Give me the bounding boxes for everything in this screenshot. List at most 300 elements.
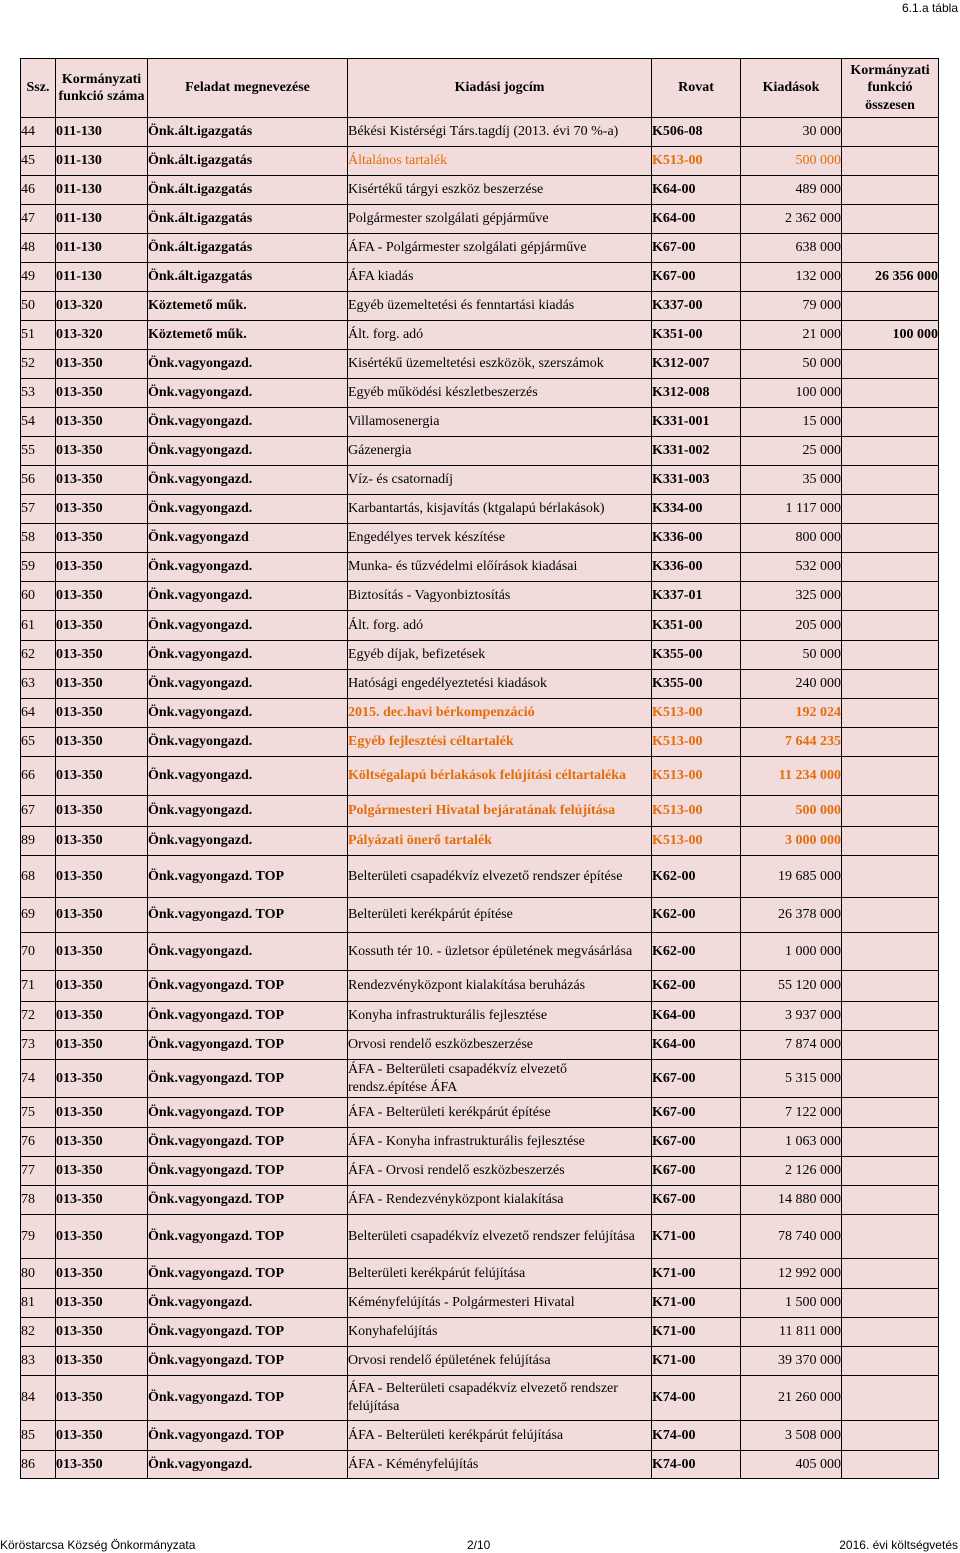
table-row <box>21 728 939 757</box>
cell-funkcio-szama: 013-350 <box>56 1421 148 1451</box>
cell-kiadasok: 35 000 <box>741 466 842 495</box>
cell-ssz: 86 <box>21 1451 56 1479</box>
cell-funkcio-szama: 013-350 <box>56 1060 148 1098</box>
cell-rovat: K74-00 <box>652 1376 741 1421</box>
cell-funkcio-szama: 013-350 <box>56 971 148 1002</box>
cell-rovat: K71-00 <box>652 1347 741 1376</box>
cell-kiadasok: 325 000 <box>741 582 842 611</box>
cell-ssz: 60 <box>21 582 56 611</box>
table-row <box>21 1031 939 1060</box>
cell-funkcio-osszesen <box>842 827 939 856</box>
table-row <box>21 1289 939 1318</box>
cell-kiadasok: 192 024 <box>741 699 842 728</box>
cell-rovat: K513-00 <box>652 757 741 796</box>
cell-ssz: 63 <box>21 670 56 699</box>
cell-kiadasok: 3 937 000 <box>741 1002 842 1031</box>
cell-funkcio-szama: 011-130 <box>56 263 148 292</box>
cell-funkcio-osszesen <box>842 1259 939 1289</box>
table-row <box>21 796 939 827</box>
cell-funkcio-osszesen <box>842 1060 939 1098</box>
cell-ssz: 71 <box>21 971 56 1002</box>
cell-kiadasok: 2 126 000 <box>741 1157 842 1186</box>
cell-funkcio-osszesen <box>842 524 939 553</box>
cell-funkcio-szama: 013-350 <box>56 1376 148 1421</box>
cell-funkcio-szama: 013-350 <box>56 827 148 856</box>
cell-kiadasi-jogcim: Egyéb működési készletbeszerzés <box>348 379 652 408</box>
table-row <box>21 611 939 641</box>
cell-ssz: 76 <box>21 1128 56 1157</box>
cell-kiadasi-jogcim: Belterületi kerékpárút felújítása <box>348 1259 652 1289</box>
cell-feladat-megnevezese: Önk.vagyongazd. TOP <box>148 971 348 1002</box>
cell-feladat-megnevezese: Önk.vagyongazd. <box>148 437 348 466</box>
cell-ssz: 85 <box>21 1421 56 1451</box>
cell-kiadasok: 25 000 <box>741 437 842 466</box>
cell-funkcio-szama: 013-350 <box>56 670 148 699</box>
cell-rovat: K74-00 <box>652 1421 741 1451</box>
cell-kiadasok: 7 644 235 <box>741 728 842 757</box>
cell-ssz: 55 <box>21 437 56 466</box>
cell-kiadasok: 3 000 000 <box>741 827 842 856</box>
cell-funkcio-osszesen <box>842 641 939 670</box>
cell-funkcio-osszesen <box>842 1215 939 1259</box>
cell-funkcio-szama: 013-350 <box>56 1451 148 1479</box>
table-row <box>21 827 939 856</box>
table-row <box>21 176 939 205</box>
table-row <box>21 379 939 408</box>
cell-ssz: 72 <box>21 1002 56 1031</box>
table-row <box>21 524 939 553</box>
cell-funkcio-osszesen <box>842 898 939 933</box>
cell-feladat-megnevezese: Önk.vagyongazd. TOP <box>148 1128 348 1157</box>
cell-kiadasok: 1 063 000 <box>741 1128 842 1157</box>
cell-kiadasok: 489 000 <box>741 176 842 205</box>
cell-kiadasi-jogcim: Víz- és csatornadíj <box>348 466 652 495</box>
cell-rovat: K67-00 <box>652 1060 741 1098</box>
cell-feladat-megnevezese: Önk.vagyongazd. <box>148 796 348 827</box>
cell-rovat: K67-00 <box>652 1128 741 1157</box>
cell-funkcio-szama: 013-320 <box>56 321 148 350</box>
cell-kiadasok: 79 000 <box>741 292 842 321</box>
cell-funkcio-szama: 013-350 <box>56 582 148 611</box>
cell-funkcio-szama: 013-350 <box>56 898 148 933</box>
cell-funkcio-osszesen <box>842 1031 939 1060</box>
cell-funkcio-szama: 013-350 <box>56 1215 148 1259</box>
cell-funkcio-szama: 013-350 <box>56 796 148 827</box>
cell-kiadasi-jogcim: Konyha infrastrukturális fejlesztése <box>348 1002 652 1031</box>
table-row <box>21 1347 939 1376</box>
cell-funkcio-szama: 013-350 <box>56 437 148 466</box>
cell-kiadasok: 11 234 000 <box>741 757 842 796</box>
cell-funkcio-osszesen: 26 356 000 <box>842 263 939 292</box>
cell-ssz: 78 <box>21 1186 56 1215</box>
cell-rovat: K351-00 <box>652 321 741 350</box>
cell-funkcio-szama: 013-350 <box>56 553 148 582</box>
cell-funkcio-osszesen <box>842 379 939 408</box>
table-row <box>21 757 939 796</box>
cell-rovat: K64-00 <box>652 1031 741 1060</box>
cell-feladat-megnevezese: Önk.vagyongazd. <box>148 757 348 796</box>
cell-funkcio-osszesen: 100 000 <box>842 321 939 350</box>
table-row <box>21 1128 939 1157</box>
cell-feladat-megnevezese: Önk.vagyongazd. <box>148 827 348 856</box>
table-row <box>21 1376 939 1421</box>
cell-funkcio-szama: 011-130 <box>56 147 148 176</box>
cell-funkcio-szama: 013-350 <box>56 1128 148 1157</box>
cell-funkcio-szama: 013-350 <box>56 757 148 796</box>
table-row <box>21 553 939 582</box>
cell-feladat-megnevezese: Önk.vagyongazd. <box>148 611 348 641</box>
cell-rovat: K513-00 <box>652 699 741 728</box>
cell-funkcio-osszesen <box>842 728 939 757</box>
cell-rovat: K337-01 <box>652 582 741 611</box>
cell-funkcio-osszesen <box>842 1098 939 1128</box>
cell-rovat: K513-00 <box>652 827 741 856</box>
cell-kiadasok: 55 120 000 <box>741 971 842 1002</box>
cell-ssz: 44 <box>21 118 56 147</box>
cell-feladat-megnevezese: Önk.ált.igazgatás <box>148 176 348 205</box>
cell-ssz: 50 <box>21 292 56 321</box>
cell-feladat-megnevezese: Önk.vagyongazd. <box>148 379 348 408</box>
cell-kiadasok: 15 000 <box>741 408 842 437</box>
cell-rovat: K331-003 <box>652 466 741 495</box>
cell-funkcio-szama: 013-350 <box>56 350 148 379</box>
cell-feladat-megnevezese: Önk.vagyongazd. TOP <box>148 1060 348 1098</box>
cell-ssz: 46 <box>21 176 56 205</box>
cell-funkcio-osszesen <box>842 1289 939 1318</box>
cell-kiadasi-jogcim: Polgármesteri Hivatal bejáratának felújítása <box>348 796 652 827</box>
cell-rovat: K351-00 <box>652 611 741 641</box>
cell-rovat: K513-00 <box>652 147 741 176</box>
cell-rovat: K71-00 <box>652 1259 741 1289</box>
cell-kiadasi-jogcim: Egyéb díjak, befizetések <box>348 641 652 670</box>
cell-ssz: 64 <box>21 699 56 728</box>
cell-funkcio-osszesen <box>842 611 939 641</box>
cell-funkcio-osszesen <box>842 495 939 524</box>
cell-funkcio-szama: 013-350 <box>56 856 148 898</box>
cell-rovat: K506-08 <box>652 118 741 147</box>
cell-kiadasok: 78 740 000 <box>741 1215 842 1259</box>
cell-ssz: 54 <box>21 408 56 437</box>
cell-ssz: 61 <box>21 611 56 641</box>
cell-ssz: 48 <box>21 234 56 263</box>
cell-feladat-megnevezese: Önk.vagyongazd. TOP <box>148 1421 348 1451</box>
footer-document-title: 2016. évi költségvetés <box>839 1538 958 1552</box>
table-row <box>21 582 939 611</box>
cell-feladat-megnevezese: Önk.vagyongazd. <box>148 408 348 437</box>
cell-ssz: 74 <box>21 1060 56 1098</box>
cell-funkcio-szama: 013-350 <box>56 641 148 670</box>
cell-feladat-megnevezese: Önk.ált.igazgatás <box>148 147 348 176</box>
cell-rovat: K71-00 <box>652 1215 741 1259</box>
cell-funkcio-osszesen <box>842 1318 939 1347</box>
cell-kiadasi-jogcim: Általános tartalék <box>348 147 652 176</box>
table-row <box>21 495 939 524</box>
cell-kiadasok: 11 811 000 <box>741 1318 842 1347</box>
cell-rovat: K67-00 <box>652 263 741 292</box>
cell-feladat-megnevezese: Önk.vagyongazd. TOP <box>148 898 348 933</box>
table-row <box>21 641 939 670</box>
cell-kiadasok: 2 362 000 <box>741 205 842 234</box>
cell-kiadasok: 800 000 <box>741 524 842 553</box>
table-row <box>21 234 939 263</box>
cell-funkcio-osszesen <box>842 1451 939 1479</box>
cell-ssz: 67 <box>21 796 56 827</box>
cell-ssz: 68 <box>21 856 56 898</box>
table-row <box>21 670 939 699</box>
footer-page-number: 2/10 <box>467 1538 491 1552</box>
cell-ssz: 75 <box>21 1098 56 1128</box>
header-ssz: Ssz. <box>21 59 56 118</box>
cell-funkcio-osszesen <box>842 176 939 205</box>
cell-ssz: 69 <box>21 898 56 933</box>
cell-feladat-megnevezese: Önk.vagyongazd. TOP <box>148 856 348 898</box>
cell-funkcio-osszesen <box>842 350 939 379</box>
cell-funkcio-osszesen <box>842 234 939 263</box>
table-row <box>21 1002 939 1031</box>
table-row <box>21 321 939 350</box>
cell-ssz: 53 <box>21 379 56 408</box>
cell-kiadasi-jogcim: Rendezvényközpont kialakítása beruházás <box>348 971 652 1002</box>
cell-ssz: 82 <box>21 1318 56 1347</box>
cell-feladat-megnevezese: Önk.vagyongazd. <box>148 670 348 699</box>
table-row <box>21 898 939 933</box>
table-row <box>21 263 939 292</box>
cell-ssz: 65 <box>21 728 56 757</box>
table-row <box>21 466 939 495</box>
cell-kiadasi-jogcim: Pályázati önerő tartalék <box>348 827 652 856</box>
cell-funkcio-osszesen <box>842 466 939 495</box>
cell-funkcio-osszesen <box>842 856 939 898</box>
cell-kiadasi-jogcim: ÁFA - Belterületi kerékpárút építése <box>348 1098 652 1128</box>
cell-kiadasok: 500 000 <box>741 147 842 176</box>
cell-ssz: 62 <box>21 641 56 670</box>
cell-funkcio-szama: 011-130 <box>56 118 148 147</box>
cell-feladat-megnevezese: Önk.vagyongazd. <box>148 699 348 728</box>
table-row <box>21 971 939 1002</box>
cell-kiadasi-jogcim: Villamosenergia <box>348 408 652 437</box>
cell-feladat-megnevezese: Önk.vagyongazd. TOP <box>148 1002 348 1031</box>
cell-ssz: 66 <box>21 757 56 796</box>
cell-rovat: K67-00 <box>652 1098 741 1128</box>
cell-kiadasok: 1 117 000 <box>741 495 842 524</box>
table-row <box>21 1215 939 1259</box>
cell-feladat-megnevezese: Önk.vagyongazd. TOP <box>148 1186 348 1215</box>
cell-funkcio-osszesen <box>842 408 939 437</box>
cell-ssz: 89 <box>21 827 56 856</box>
cell-kiadasok: 50 000 <box>741 641 842 670</box>
cell-feladat-megnevezese: Önk.vagyongazd. TOP <box>148 1318 348 1347</box>
cell-funkcio-szama: 013-350 <box>56 1031 148 1060</box>
cell-kiadasok: 132 000 <box>741 263 842 292</box>
cell-funkcio-szama: 013-350 <box>56 524 148 553</box>
cell-feladat-megnevezese: Önk.vagyongazd. <box>148 495 348 524</box>
cell-kiadasok: 100 000 <box>741 379 842 408</box>
cell-funkcio-szama: 013-350 <box>56 728 148 757</box>
cell-funkcio-osszesen <box>842 670 939 699</box>
cell-funkcio-osszesen <box>842 757 939 796</box>
cell-funkcio-osszesen <box>842 205 939 234</box>
cell-ssz: 59 <box>21 553 56 582</box>
cell-feladat-megnevezese: Önk.vagyongazd. <box>148 728 348 757</box>
cell-ssz: 79 <box>21 1215 56 1259</box>
cell-feladat-megnevezese: Önk.vagyongazd. <box>148 1289 348 1318</box>
cell-kiadasok: 532 000 <box>741 553 842 582</box>
cell-kiadasok: 21 260 000 <box>741 1376 842 1421</box>
cell-kiadasi-jogcim: Biztosítás - Vagyonbiztosítás <box>348 582 652 611</box>
cell-kiadasi-jogcim: ÁFA - Belterületi csapadékvíz elvezető rendszer felújítása <box>348 1376 652 1421</box>
cell-ssz: 52 <box>21 350 56 379</box>
cell-kiadasi-jogcim: Belterületi csapadékvíz elvezető rendszer felújítása <box>348 1215 652 1259</box>
cell-kiadasok: 240 000 <box>741 670 842 699</box>
cell-rovat: K62-00 <box>652 856 741 898</box>
table-row <box>21 350 939 379</box>
table-row <box>21 933 939 971</box>
cell-rovat: K336-00 <box>652 553 741 582</box>
table-row <box>21 1451 939 1479</box>
header-kiadasi-jogcim: Kiadási jogcím <box>348 59 652 118</box>
cell-funkcio-szama: 013-350 <box>56 1318 148 1347</box>
cell-funkcio-szama: 013-350 <box>56 1347 148 1376</box>
cell-rovat: K513-00 <box>652 796 741 827</box>
table-label: 6.1.a tábla <box>901 1 958 15</box>
cell-kiadasi-jogcim: ÁFA - Orvosi rendelő eszközbeszerzés <box>348 1157 652 1186</box>
cell-funkcio-szama: 013-350 <box>56 379 148 408</box>
cell-kiadasi-jogcim: ÁFA kiadás <box>348 263 652 292</box>
cell-kiadasi-jogcim: Egyéb üzemeltetési és fenntartási kiadás <box>348 292 652 321</box>
cell-kiadasi-jogcim: Ált. forg. adó <box>348 611 652 641</box>
cell-ssz: 70 <box>21 933 56 971</box>
cell-funkcio-osszesen <box>842 971 939 1002</box>
cell-kiadasi-jogcim: Konyhafelújítás <box>348 1318 652 1347</box>
cell-funkcio-osszesen <box>842 1157 939 1186</box>
cell-feladat-megnevezese: Önk.ált.igazgatás <box>148 234 348 263</box>
cell-funkcio-osszesen <box>842 292 939 321</box>
cell-kiadasi-jogcim: Kossuth tér 10. - üzletsor épületének megvásárlása <box>348 933 652 971</box>
table-row <box>21 1259 939 1289</box>
cell-ssz: 51 <box>21 321 56 350</box>
cell-rovat: K355-00 <box>652 641 741 670</box>
cell-rovat: K67-00 <box>652 1157 741 1186</box>
cell-funkcio-osszesen <box>842 118 939 147</box>
cell-funkcio-osszesen <box>842 553 939 582</box>
cell-funkcio-szama: 011-130 <box>56 205 148 234</box>
cell-funkcio-szama: 013-350 <box>56 933 148 971</box>
table-row <box>21 1060 939 1098</box>
cell-kiadasok: 14 880 000 <box>741 1186 842 1215</box>
cell-kiadasi-jogcim: Egyéb fejlesztési céltartalék <box>348 728 652 757</box>
cell-rovat: K74-00 <box>652 1451 741 1479</box>
cell-ssz: 84 <box>21 1376 56 1421</box>
cell-funkcio-osszesen <box>842 1186 939 1215</box>
cell-rovat: K67-00 <box>652 1186 741 1215</box>
cell-kiadasok: 5 315 000 <box>741 1060 842 1098</box>
table-row <box>21 147 939 176</box>
cell-funkcio-osszesen <box>842 147 939 176</box>
cell-rovat: K331-001 <box>652 408 741 437</box>
cell-rovat: K64-00 <box>652 1002 741 1031</box>
cell-kiadasi-jogcim: Karbantartás, kisjavítás (ktgalapú bérlakások) <box>348 495 652 524</box>
cell-kiadasok: 1 000 000 <box>741 933 842 971</box>
cell-funkcio-szama: 011-130 <box>56 176 148 205</box>
cell-kiadasok: 19 685 000 <box>741 856 842 898</box>
cell-feladat-megnevezese: Önk.vagyongazd. <box>148 350 348 379</box>
cell-kiadasok: 500 000 <box>741 796 842 827</box>
cell-kiadasi-jogcim: ÁFA - Kéményfelújítás <box>348 1451 652 1479</box>
cell-kiadasi-jogcim: Belterületi csapadékvíz elvezető rendszer építése <box>348 856 652 898</box>
header-rovat: Rovat <box>652 59 741 118</box>
cell-kiadasi-jogcim: ÁFA - Polgármester szolgálati gépjárműve <box>348 234 652 263</box>
cell-kiadasok: 205 000 <box>741 611 842 641</box>
cell-ssz: 81 <box>21 1289 56 1318</box>
cell-rovat: K71-00 <box>652 1318 741 1347</box>
table-header <box>21 59 939 118</box>
header-feladat-megnevezese: Feladat megnevezése <box>148 59 348 118</box>
cell-feladat-megnevezese: Önk.vagyongazd. <box>148 466 348 495</box>
cell-funkcio-szama: 013-350 <box>56 495 148 524</box>
cell-kiadasok: 405 000 <box>741 1451 842 1479</box>
cell-funkcio-szama: 013-350 <box>56 1186 148 1215</box>
cell-funkcio-szama: 011-130 <box>56 234 148 263</box>
cell-kiadasok: 50 000 <box>741 350 842 379</box>
cell-kiadasi-jogcim: ÁFA - Belterületi kerékpárút felújítása <box>348 1421 652 1451</box>
cell-feladat-megnevezese: Önk.vagyongazd. TOP <box>148 1259 348 1289</box>
cell-funkcio-osszesen <box>842 699 939 728</box>
cell-kiadasi-jogcim: Hatósági engedélyeztetési kiadások <box>348 670 652 699</box>
cell-feladat-megnevezese: Önk.vagyongazd. <box>148 553 348 582</box>
cell-feladat-megnevezese: Önk.ált.igazgatás <box>148 118 348 147</box>
cell-feladat-megnevezese: Önk.vagyongazd. TOP <box>148 1347 348 1376</box>
cell-rovat: K312-008 <box>652 379 741 408</box>
cell-feladat-megnevezese: Önk.vagyongazd <box>148 524 348 553</box>
cell-ssz: 47 <box>21 205 56 234</box>
cell-ssz: 80 <box>21 1259 56 1289</box>
cell-kiadasi-jogcim: Engedélyes tervek készítése <box>348 524 652 553</box>
cell-kiadasi-jogcim: Polgármester szolgálati gépjárműve <box>348 205 652 234</box>
cell-ssz: 57 <box>21 495 56 524</box>
cell-feladat-megnevezese: Önk.vagyongazd. <box>148 933 348 971</box>
budget-table <box>20 58 939 1479</box>
table-row <box>21 1157 939 1186</box>
cell-rovat: K336-00 <box>652 524 741 553</box>
cell-funkcio-szama: 013-350 <box>56 1002 148 1031</box>
cell-rovat: K64-00 <box>652 176 741 205</box>
cell-rovat: K67-00 <box>652 234 741 263</box>
cell-rovat: K71-00 <box>652 1289 741 1318</box>
cell-kiadasi-jogcim: 2015. dec.havi bérkompenzáció <box>348 699 652 728</box>
cell-ssz: 83 <box>21 1347 56 1376</box>
cell-funkcio-osszesen <box>842 1376 939 1421</box>
cell-rovat: K62-00 <box>652 971 741 1002</box>
table-header-row <box>21 59 939 118</box>
cell-kiadasok: 7 874 000 <box>741 1031 842 1060</box>
cell-funkcio-osszesen <box>842 1347 939 1376</box>
cell-feladat-megnevezese: Köztemető műk. <box>148 321 348 350</box>
cell-funkcio-szama: 013-350 <box>56 1098 148 1128</box>
header-kiadasok: Kiadások <box>741 59 842 118</box>
cell-kiadasok: 21 000 <box>741 321 842 350</box>
cell-kiadasi-jogcim: Munka- és tűzvédelmi előírások kiadásai <box>348 553 652 582</box>
cell-feladat-megnevezese: Önk.vagyongazd. TOP <box>148 1157 348 1186</box>
cell-funkcio-szama: 013-320 <box>56 292 148 321</box>
cell-feladat-megnevezese: Önk.vagyongazd. <box>148 1451 348 1479</box>
cell-feladat-megnevezese: Önk.vagyongazd. TOP <box>148 1215 348 1259</box>
cell-kiadasi-jogcim: Orvosi rendelő épületének felújítása <box>348 1347 652 1376</box>
cell-kiadasi-jogcim: ÁFA - Konyha infrastrukturális fejlesztése <box>348 1128 652 1157</box>
cell-funkcio-szama: 013-350 <box>56 699 148 728</box>
table-row <box>21 1098 939 1128</box>
cell-funkcio-osszesen <box>842 933 939 971</box>
cell-feladat-megnevezese: Önk.vagyongazd. <box>148 582 348 611</box>
